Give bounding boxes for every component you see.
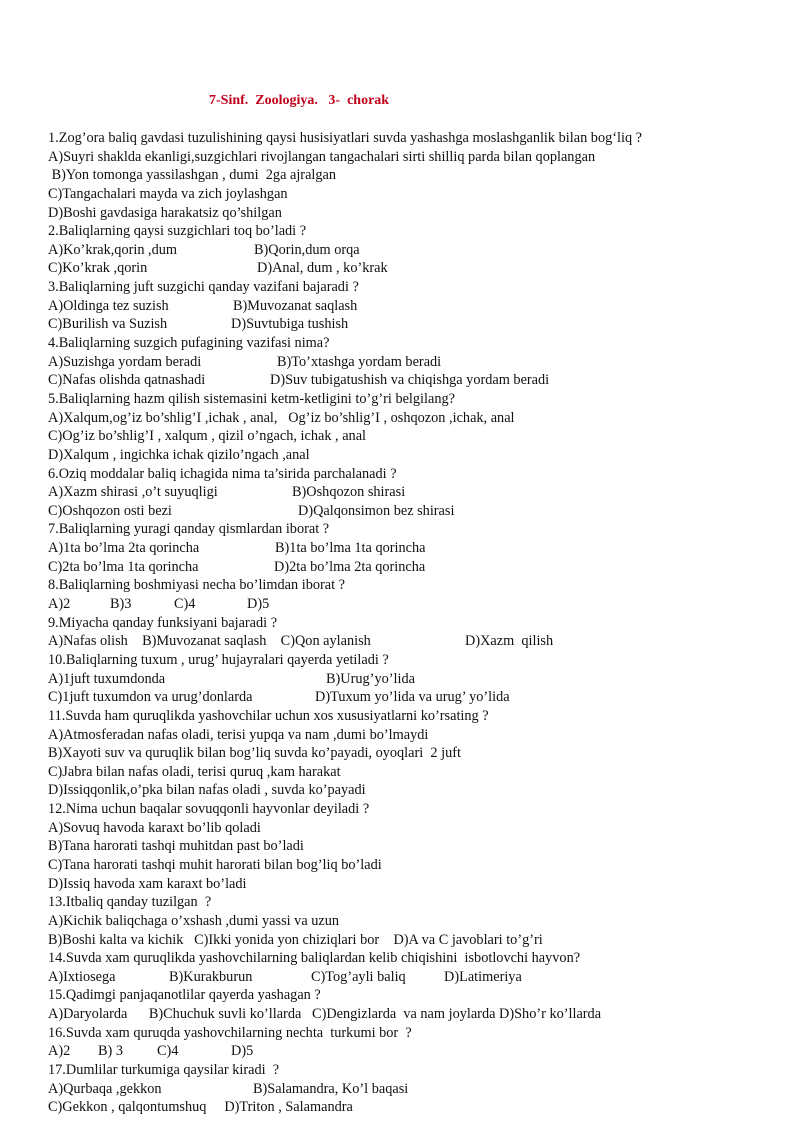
line-text: 6.Oziq moddalar baliq ichagida nima ta’sirida parchalanadi ?: [48, 465, 397, 482]
line-text: 12.Nima uchun baqalar sovuqqonli hayvonlar deyiladi ?: [48, 801, 370, 818]
answer-option: A)Ixtiosega: [48, 968, 116, 985]
document-title: 7-Sinf. Zoologiya. 3- chorak: [209, 93, 390, 108]
line-text: A)Kichik baliqchaga o’xshash ,dumi yassi va uzun: [48, 912, 340, 929]
text-line: [48, 446, 788, 465]
text-line: [48, 390, 788, 409]
answer-option: A)2: [48, 1043, 71, 1060]
text-line: [48, 259, 788, 278]
line-text: A)Atmosferadan nafas oladi, terisi yupqa va nam ,dumi bo’lmaydi: [48, 726, 429, 743]
line-text: 14.Suvda xam quruqlikda yashovchilarning baliqlardan kelib chiqishini isbotlovchi hayvon?: [48, 950, 581, 967]
line-text: C)Og’iz bo’shlig’I , xalqum , qizil o’ngach, ichak , anal: [48, 428, 367, 445]
line-text: 4.Baliqlarning suzgich pufagining vazifasi nima?: [48, 335, 330, 352]
text-line: [48, 1042, 788, 1061]
text-line: [48, 483, 788, 502]
text-line: [48, 166, 788, 185]
text-line: [48, 856, 788, 875]
answer-option: B)3: [110, 596, 132, 613]
question-list: [48, 129, 788, 1117]
text-line: [48, 465, 788, 484]
line-text: 10.Baliqlarning tuxum , urug’ hujayralari qayerda yetiladi ?: [48, 651, 389, 668]
line-text: 15.Qadimgi panjaqanotlilar qayerda yashagan ?: [48, 987, 321, 1004]
text-line: [48, 204, 788, 223]
line-text: C)Jabra bilan nafas oladi, terisi quruq ,kam harakat: [48, 763, 341, 780]
text-line: [48, 632, 788, 651]
line-text: D)Boshi gavdasiga harakatsiz qo’shilgan: [48, 204, 282, 221]
text-line: [48, 1080, 788, 1099]
text-line: [48, 278, 788, 297]
text-line: [48, 334, 788, 353]
text-line: [48, 893, 788, 912]
text-line: [48, 129, 788, 148]
answer-option: A)1ta bo’lma 2ta qorincha: [48, 540, 200, 557]
line-text: 7.Baliqlarning yuragi qanday qismlardan iborat ?: [48, 521, 330, 538]
text-line: [48, 1005, 788, 1024]
answer-option: D)Xazm qilish: [465, 633, 554, 650]
answer-option: C)Nafas olishda qatnashadi: [48, 372, 206, 389]
answer-option: B)1ta bo’lma 1ta qorincha: [275, 540, 426, 557]
text-line: [48, 781, 788, 800]
answer-option: C)Burilish va Suzish: [48, 316, 168, 333]
line-text: A)Daryolarda B)Chuchuk suvli ko’llarda C)Dengizlarda va nam joylarda D)Sho’r ko’llarda: [48, 1006, 602, 1023]
text-line: [48, 912, 788, 931]
text-line: [48, 819, 788, 838]
line-text: 13.Itbaliq qanday tuzilgan ?: [48, 894, 212, 911]
line-text: A)Xalqum,og’iz bo’shlig’I ,ichak , anal, Og’iz bo’shlig’I , oshqozon ,ichak, anal: [48, 409, 515, 426]
line-text: 17.Dumlilar turkumiga qaysilar kiradi ?: [48, 1062, 280, 1079]
answer-option: C)2ta bo’lma 1ta qorincha: [48, 558, 199, 575]
text-line: [48, 651, 788, 670]
text-line: [48, 837, 788, 856]
text-line: [48, 353, 788, 372]
text-line: [48, 315, 788, 334]
text-line: [48, 949, 788, 968]
answer-option: D)2ta bo’lma 2ta qorincha: [274, 558, 426, 575]
answer-option: D)5: [231, 1043, 254, 1060]
text-line: [48, 986, 788, 1005]
text-line: [48, 241, 788, 260]
text-line: [48, 1098, 788, 1117]
answer-option: A)Nafas olish B)Muvozanat saqlash C)Qon aylanish: [48, 633, 371, 650]
answer-option: C)1juft tuxumdon va urug’donlarda: [48, 689, 253, 706]
line-text: C)Gekkon , qalqontumshuq D)Triton , Salamandra: [48, 1099, 353, 1116]
text-line: [48, 427, 788, 446]
line-text: 16.Suvda xam quruqda yashovchilarning nechta turkumi bor ?: [48, 1024, 412, 1041]
text-line: [48, 744, 788, 763]
text-line: [48, 968, 788, 987]
answer-option: A)Oldinga tez suzish: [48, 297, 169, 314]
answer-option: B)Salamandra, Ko’l baqasi: [253, 1080, 409, 1097]
line-text: C)Tana harorati tashqi muhit harorati bilan bog’liq bo’ladi: [48, 856, 382, 873]
answer-option: B)Muvozanat saqlash: [233, 297, 358, 314]
answer-option: D)Suvtubiga tushish: [231, 316, 349, 333]
text-line: [48, 595, 788, 614]
answer-option: B)Kurakburun: [169, 968, 253, 985]
answer-option: C)4: [157, 1043, 179, 1060]
line-text: 5.Baliqlarning hazm qilish sistemasini ketm-ketligini to’g’ri belgilang?: [48, 390, 455, 407]
text-line: [48, 185, 788, 204]
text-line: [48, 1024, 788, 1043]
answer-option: B)Urug’yo’lida: [326, 670, 415, 687]
text-line: [48, 707, 788, 726]
text-line: [48, 1061, 788, 1080]
line-text: 8.Baliqlarning boshmiyasi necha bo’limdan iborat ?: [48, 577, 345, 594]
answer-option: C)Ko’krak ,qorin: [48, 260, 148, 277]
answer-option: D)Suv tubigatushish va chiqishga yordam beradi: [270, 372, 550, 389]
answer-option: A)Suzishga yordam beradi: [48, 353, 202, 370]
answer-option: C)4: [174, 596, 196, 613]
text-line: [48, 688, 788, 707]
text-line: [48, 558, 788, 577]
text-line: [48, 222, 788, 241]
text-line: [48, 576, 788, 595]
answer-option: A)Xazm shirasi ,o’t suyuqligi: [48, 484, 218, 501]
line-text: D)Issiqqonlik,o’pka bilan nafas oladi , suvda ko’payadi: [48, 782, 366, 799]
answer-option: D)Qalqonsimon bez shirasi: [298, 502, 455, 519]
answer-option: D)5: [247, 596, 270, 613]
answer-option: A)1juft tuxumdonda: [48, 670, 166, 687]
line-text: D)Xalqum , ingichka ichak qizilo’ngach ,anal: [48, 446, 310, 463]
line-text: B)Boshi kalta va kichik C)Ikki yonida yon chiziqlari bor D)A va C javoblari to’g’ri: [48, 931, 543, 948]
text-line: [48, 520, 788, 539]
answer-option: A)Qurbaqa ,gekkon: [48, 1080, 162, 1097]
line-text: 11.Suvda ham quruqlikda yashovchilar uchun xos xususiyatlarni ko’rsating ?: [48, 707, 489, 724]
text-line: [48, 148, 788, 167]
line-text: 9.Miyacha qanday funksiyani bajaradi ?: [48, 614, 278, 631]
answer-option: D)Tuxum yo’lida va urug’ yo’lida: [315, 689, 510, 706]
text-line: [48, 409, 788, 428]
line-text: 1.Zog’ora baliq gavdasi tuzulishining qaysi husisiyatlari suvda yashashga moslashganlik bilan bog‘liq ?: [48, 130, 643, 146]
text-line: [48, 502, 788, 521]
answer-option: B) 3: [98, 1043, 124, 1060]
text-line: [48, 763, 788, 782]
line-text: A)Suyri shaklda ekanligi,suzgichlari rivojlangan tangachalari sirti shilliq parda bilan qoplangan: [48, 148, 596, 165]
line-text: 3.Baliqlarning juft suzgichi qanday vazifani bajaradi ?: [48, 279, 359, 296]
line-text: B)Tana harorati tashqi muhitdan past bo’ladi: [48, 838, 304, 855]
answer-option: B)Oshqozon shirasi: [292, 484, 406, 501]
text-line: [48, 670, 788, 689]
line-text: A)Sovuq havoda karaxt bo’lib qoladi: [48, 819, 261, 836]
line-text: C)Tangachalari mayda va zich joylashgan: [48, 185, 288, 202]
answer-option: C)Oshqozon osti bezi: [48, 502, 172, 519]
line-text: 2.Baliqlarning qaysi suzgichlari toq bo’ladi ?: [48, 223, 307, 240]
answer-option: A)Ko’krak,qorin ,dum: [48, 241, 178, 258]
text-line: [48, 800, 788, 819]
text-line: [48, 539, 788, 558]
text-line: [48, 875, 788, 894]
answer-option: B)To’xtashga yordam beradi: [277, 353, 442, 370]
answer-option: D)Anal, dum , ko’krak: [257, 260, 388, 277]
line-text: D)Issiq havoda xam karaxt bo’ladi: [48, 875, 247, 892]
answer-option: C)Tog’ayli baliq: [311, 968, 406, 985]
text-line: [48, 297, 788, 316]
answer-option: B)Qorin,dum orqa: [254, 241, 360, 258]
answer-option: D)Latimeriya: [444, 968, 522, 985]
text-line: [48, 726, 788, 745]
text-line: [48, 614, 788, 633]
line-text: B)Xayoti suv va quruqlik bilan bog’liq suvda ko’payadi, oyoqlari 2 juft: [48, 745, 461, 762]
line-text: B)Yon tomonga yassilashgan , dumi 2ga ajralgan: [48, 167, 337, 184]
answer-option: A)2: [48, 596, 71, 613]
text-line: [48, 931, 788, 950]
text-line: [48, 371, 788, 390]
